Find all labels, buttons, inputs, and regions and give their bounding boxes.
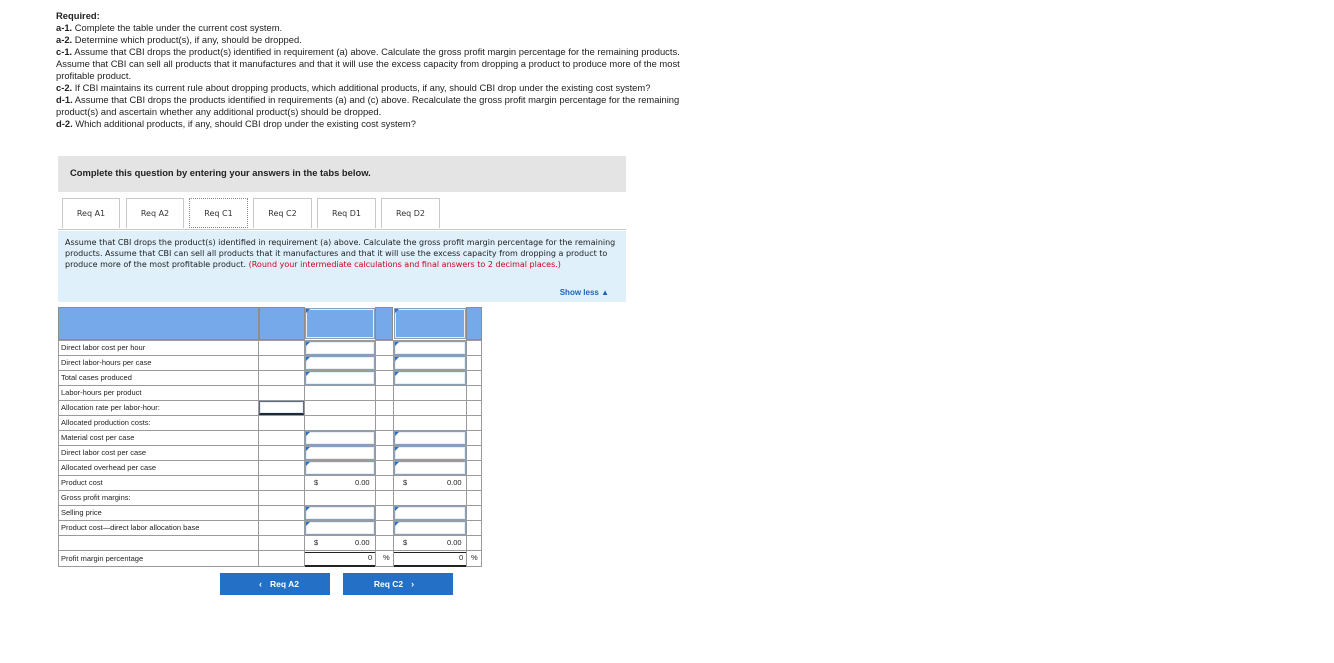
gross-margin-total-b: 0.00 [447,538,462,547]
product-cost-total-b: 0.00 [447,478,462,487]
percent-sign: % [471,553,478,562]
total-underline [305,565,375,567]
header-label-cell [58,307,259,340]
chevron-left-icon: ‹ [259,579,262,589]
percent-sign: % [383,553,390,562]
product-cost-base-input-b[interactable] [394,521,466,535]
instruction-text: Assume that CBI drops the product(s) identified in requirement (a) above. Calculate the gross profit margin percentage for the remaining products. Assume that CBI can sell all products that it manufactures and that it will use the excess capacity from dropping a product to produce more of the most profitable product. [65,238,616,270]
grid-line [466,340,467,567]
req-d1: d-1. Assume that CBI drops the products identified in requirements (a) and (c) above. Recalculate the gross profit margin percentage for the remaining product(s) and ascertain whether any additional product(s) should be dropped. [56,94,680,117]
row-label-material-cost: Material cost per case [61,433,135,442]
product-cost-base-input-a[interactable] [305,521,375,535]
prev-req-a2-button[interactable]: ‹ Req A2 [220,573,330,595]
direct-labor-cost-input-b[interactable] [394,341,466,355]
direct-labor-per-case-input-b[interactable] [394,446,466,460]
direct-labor-per-case-input-a[interactable] [305,446,375,460]
tab-req-c1[interactable]: Req C1 [189,198,248,228]
allocated-overhead-input-a[interactable] [305,461,375,475]
product-a-header-input[interactable] [305,308,375,339]
direct-labor-cost-input-a[interactable] [305,341,375,355]
row-label-direct-labor-cost: Direct labor cost per hour [61,343,146,352]
selling-price-input-b[interactable] [394,506,466,520]
grid-line [58,385,482,386]
tab-divider [58,229,626,230]
tab-req-c2[interactable]: Req C2 [253,198,312,228]
grid-line [58,550,482,551]
header-cell-1 [259,307,305,340]
instruction-panel [58,231,626,302]
grid-line [258,340,259,567]
total-underline [394,565,466,567]
row-label-total-cases: Total cases produced [61,373,132,382]
row-label-allocated-costs: Allocated production costs: [61,418,151,427]
tab-req-d2[interactable]: Req D2 [381,198,440,228]
allocated-overhead-input-b[interactable] [394,461,466,475]
req-d2: d-2. Which additional products, if any, should CBI drop under the existing cost system? [56,118,416,129]
gross-margin-total-a: 0.00 [355,538,370,547]
total-underline [305,552,375,553]
next-req-c2-button[interactable]: Req C2 › [343,573,453,595]
cost-table [58,307,482,567]
allocation-rate-input[interactable] [259,401,304,415]
profit-margin-pct-a: 0 [368,553,373,562]
header-cell-2 [375,307,393,340]
complete-question-banner [58,156,626,192]
currency-symbol: $ [314,478,319,487]
tab-req-a2[interactable]: Req A2 [126,198,184,228]
total-cases-input-b[interactable] [394,371,466,385]
req-c2: c-2. If CBI maintains its current rule about dropping products, which additional products, if any, should CBI drop under the existing cost system? [56,82,651,93]
material-cost-input-a[interactable] [305,431,375,445]
direct-labor-hours-input-b[interactable] [394,356,466,370]
material-cost-input-b[interactable] [394,431,466,445]
grid-line [58,535,482,536]
tab-req-d1[interactable]: Req D1 [317,198,376,228]
product-b-header-input[interactable] [394,308,466,339]
currency-symbol: $ [403,478,408,487]
req-a1: a-1. Complete the table under the current cost system. [56,22,283,33]
currency-symbol: $ [314,538,319,547]
req-a2: a-2. Determine which product(s), if any, should be dropped. [56,34,302,45]
row-label-selling-price: Selling price [61,508,102,517]
row-label-allocated-overhead: Allocated overhead per case [61,463,157,472]
complete-question-text: Complete this question by entering your answers in the tabs below. [70,167,371,178]
selling-price-input-a[interactable] [305,506,375,520]
grid-line [58,415,482,416]
tab-req-a1[interactable]: Req A1 [62,198,120,228]
row-label-direct-labor-hours: Direct labor-hours per case [61,358,152,367]
rounding-note: (Round your intermediate calculations and final answers to 2 decimal places.) [248,260,561,270]
row-label-direct-labor-per-case: Direct labor cost per case [61,448,147,457]
product-cost-total-a: 0.00 [355,478,370,487]
row-label-allocation-rate: Allocation rate per labor-hour: [61,403,160,412]
requirements-heading: Required: [56,10,100,21]
profit-margin-pct-b: 0 [459,553,464,562]
header-cell-3 [466,307,482,340]
row-label-product-cost-base: Product cost—direct labor allocation base [61,523,200,532]
grid-line [58,340,59,567]
chevron-right-icon: › [411,579,415,589]
requirements-section [56,10,686,130]
grid-line [58,490,482,491]
row-label-gross-profit-margins: Gross profit margins: [61,493,131,502]
row-label-profit-margin-pct: Profit margin percentage [61,554,144,563]
show-less-link[interactable]: Show less ▲ [559,288,609,297]
grid-line [481,340,482,567]
direct-labor-hours-input-a[interactable] [305,356,375,370]
currency-symbol: $ [403,538,408,547]
grid-line [375,340,376,567]
req-c1: c-1. Assume that CBI drops the product(s) identified in requirement (a) above. Calculate the gross profit margin percentage for the remaining products. Assume that CBI can sell all products that it manufactures and that it will use the excess capacity from dropping a product to produce more of the most profitable product. [56,46,680,81]
total-cases-input-a[interactable] [305,371,375,385]
grid-line [58,475,482,476]
row-label-product-cost: Product cost [61,478,103,487]
total-underline [394,552,466,553]
row-label-labor-hours-product: Labor-hours per product [61,388,142,397]
triangle-up-icon: ▲ [601,288,609,297]
